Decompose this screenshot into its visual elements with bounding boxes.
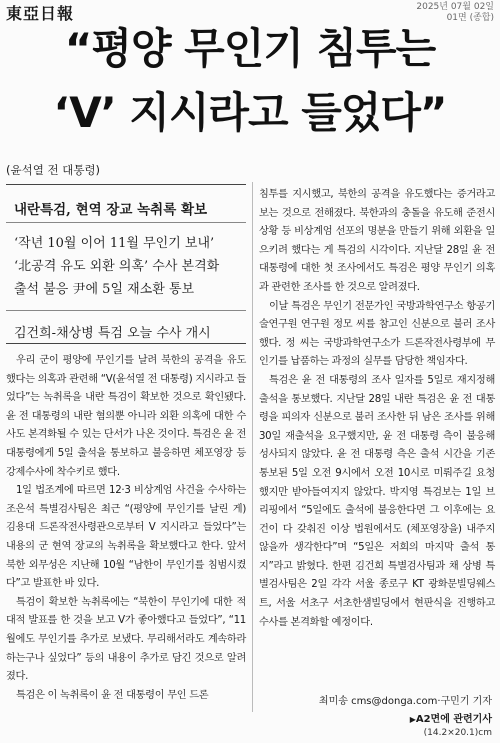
section-rule-mid — [6, 222, 246, 223]
article-body-left — [6, 352, 246, 705]
article-paragraph: 침투를 지시했고, 북한의 공격을 유도했다는 증거라고 보는 것으로 전해졌다. 북한과의 충돌을 유도해 준전시 상황 등 비상계엄 선포의 명분을 만들기 위해 외환을 일으키려 했다는 게 특검의 시각이다. 지난달 28일 윤 전 대통령에 대한 첫 조사에서도 특검은 평양 무인기 의혹과 관련한 조사를 한 것으로 알려졌다. — [259, 189, 495, 293]
section-rule-bottom — [6, 343, 246, 344]
related-article-label: A2면에 관련기사 — [415, 714, 492, 725]
headline-line-1: “평양 무인기 침투는 — [64, 24, 436, 73]
subhead-item: ‘작년 10월 이어 11월 무인기 보내’ — [14, 236, 215, 251]
subhead-item: ‘北공격 유도 외환 의혹’ 수사 본격화 — [14, 259, 220, 274]
masthead: 東亞日報 — [6, 4, 75, 23]
article-paragraph: 우리 군이 평양에 무인기를 날려 북한의 공격을 유도했다는 의혹과 관련해 “V(윤석열 전 대통령) 지시라고 들었다”는 녹취록을 내란 특검이 확보한 것으로 확인됐다. 윤 전 대통령의 내란 혐의뿐 아니라 외환 의혹에 대한 수사도 본격화될 수 있는 단서가 나온 것이다. 특검은 윤 전 대통령에게 5일 출석을 통보하고 불응하면 체포영장 등 강제수사에 착수키로 했다. — [6, 355, 246, 478]
article-paragraph: 특검이 확보한 녹취록에는 “북한이 무인기에 대한 적대적 발표를 한 것을 보고 V가 좋아했다고 들었다”, “11월에도 무인기를 추가로 보냈다. 무리해서라도 계속하라 하는구나 싶었다” 등의 내용이 추가로 담긴 것으로 알려졌다. — [6, 596, 246, 683]
page-number: 01면 (종합) — [446, 13, 494, 23]
quote-attribution: (윤석열 전 대통령) — [6, 163, 101, 177]
dateline — [416, 2, 494, 24]
section-rule-top — [6, 184, 246, 185]
subhead-side: 김건희-채상병 특검 오늘 수사 개시 — [14, 326, 211, 341]
byline: 최미송 cms@donga.com·구민기 기자 — [318, 696, 492, 707]
issue-date: 2025년 07월 02일 — [416, 2, 494, 12]
article-body-right — [259, 186, 495, 632]
subhead-main: 내란특검, 현역 장교 녹취록 확보 — [14, 202, 208, 218]
headline-line-2: ‘V’ 지시라고 들었다” — [53, 88, 447, 137]
article-size-note: (14.2×20.1)cm — [423, 728, 492, 738]
related-article-link[interactable] — [410, 710, 492, 725]
article-paragraph: 특검은 이 녹취록이 윤 전 대통령이 무인 드론 — [16, 689, 209, 701]
triangle-right-icon: ▶ — [409, 715, 416, 724]
article-paragraph: 1일 법조계에 따르면 12·3 비상계엄 사건을 수사하는 조은석 특별검사팀은 최근 “(평양에 무인기를 날린 게) 김용대 드론작전사령관으로부터 V 지시라고 들었다”는 내용의 군 현역 장교의 녹취록을 확보했다고 한다. 앞서 북한 외무성은 지난해 10월 “남한이 무인기를 침범시켰다”고 발표한 바 있다. — [6, 485, 246, 590]
article-paragraph: 특검은 윤 전 대통령의 조사 일자를 5일로 재지정해 출석을 통보했다. 지난달 28일 내란 특검은 윤 전 대통령을 피의자 신분으로 불러 조사한 뒤 남은 조사를 위해 30일 재출석을 요구했지만, 윤 전 대통령 측이 불응해 성사되지 않았다. 윤 전 대통령 측은 출석 시간을 기존 통보된 5일 오전 9시에서 오전 10시로 미뤄주길 요청했지만 받아들여지지 않았다. 박지영 특검보는 1일 브리핑에서 “5일에도 출석에 불응한다면 그 이후에는 요건이 다 갖춰진 이상 법원에서도 (체포영장을) 내주지 않을까 생각한다”며 “5일은 저희의 마지막 출석 통지”라고 밝혔다. 한편 김건희 특별검사팀과 채 상병 특별검사팀은 2일 각각 서울 종로구 KT 광화문빌딩웨스트, 서울 서초구 서초한샘빌딩에서 현판식을 진행하고 수사를 본격화할 예정이다. — [259, 374, 495, 628]
subhead-item: 출석 불응 尹에 5일 재소환 통보 — [14, 282, 195, 297]
column-divider — [252, 182, 253, 712]
section-rule-lower — [6, 310, 246, 311]
article-paragraph: 이날 특검은 무인기 전문가인 국방과학연구소 항공기술연구원 연구원 정모 씨를 참고인 신분으로 불러 조사했다. 정 씨는 국방과학연구소가 드론작전사령부에 무인기를 납품하는 과정의 실무를 담당한 책임자다. — [259, 300, 495, 368]
subheads-block — [14, 232, 219, 301]
